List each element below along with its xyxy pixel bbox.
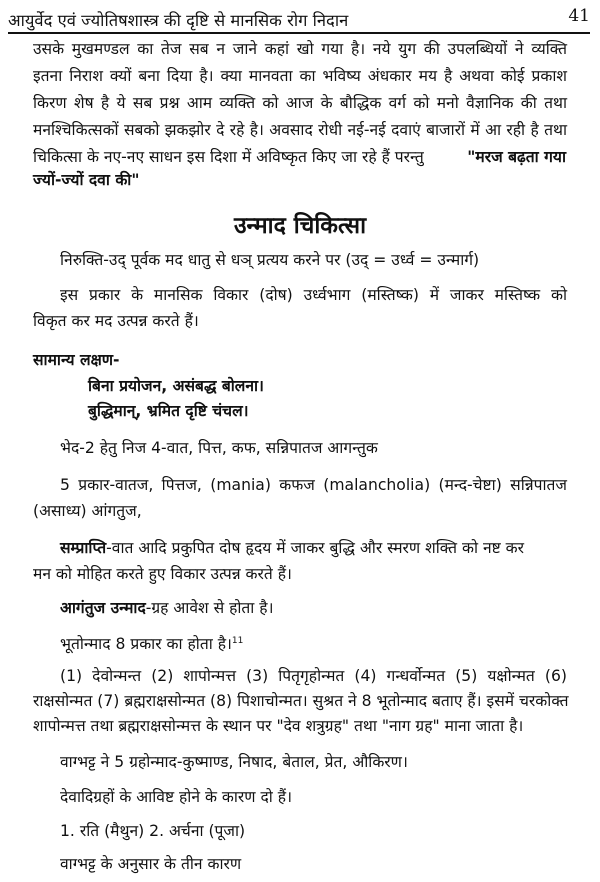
intro-line: उसके मुखमण्डल का तेज सब न जाने कहां खो गया है। नये युग की उपलब्धियों ने व्यक्ति <box>33 40 567 58</box>
vagbhatt-line: वाग्भट्ट ने 5 ग्रहोन्माद-कुष्माण्ड, निषाद, बेताल, प्रेत, औकिरण। <box>60 753 408 771</box>
prakar-line: (असाध्य) आंगतुज, <box>33 502 142 520</box>
intro-quote: "मरज बढ़ता गया <box>467 148 566 166</box>
running-title: आयुर्वेद एवं ज्योतिषशास्त्र की दृष्टि से मानसिक रोग निदान <box>8 11 349 30</box>
prakar-line: 5 प्रकार-वातज, पित्तज, (mania) कफज (malancholia) (मन्द-चेष्टा) सन्निपातज <box>60 476 567 494</box>
bhutonmad-text: भूतोन्माद 8 प्रकार का होता है। <box>60 635 232 654</box>
bhutonmad-list-line: शापोन्मत्त तथा ब्रह्मराक्षसोन्मत्त के स्थान पर "देव शत्रुग्रह" तथा "नाग ग्रह" माना जाता है। <box>33 717 524 735</box>
agantuj-label: आगंतुज उन्माद <box>60 599 146 617</box>
footnote-ref: 11 <box>231 636 244 646</box>
lakshan-label: सामान्य लक्षण- <box>33 351 120 369</box>
agantuj-text: -ग्रह आवेश से होता है। <box>145 599 274 617</box>
intro-line: चिकित्सा के नए-नए साधन इस दिशा में अविष्कृत किए जा रहे हैं परन्तु <box>33 148 424 166</box>
lakshan-item: बुद्धिमान्, भ्रमित दृष्टि चंचल। <box>88 402 249 420</box>
agantuj-line <box>60 597 273 619</box>
samprapti-text: -वात आदि प्रकुपित दोष हृदय में जाकर बुद्धि और स्मरण शक्ति को नष्ट कर <box>106 539 525 557</box>
lakshan-item: बिना प्रयोजन, असंबद्ध बोलना। <box>88 377 264 395</box>
bhutonmad-list-line: (1) देवोन्मन्त (2) शापोन्मत्त (3) पितृगृहोन्मत (4) गन्धर्वोन्मत (5) यक्षोन्मत (6) <box>60 667 567 685</box>
rati-line: 1. रति (मैथुन) 2. अर्चना (पूजा) <box>60 822 246 840</box>
intro-line: मनश्चिकित्सकों सबको झकझोर दे रहे है। अवसाद रोधी नई-नई दवाएं बाजारों में आ रही है तथा <box>33 121 567 139</box>
nirukti-line: निरुक्ति-उद् पूर्वक मद धातु से धञ् प्रत्यय करने पर (उद् = उर्ध्व = उन्मार्ग) <box>60 251 480 269</box>
vikara-line: इस प्रकार के मानसिक विकार (दोष) उर्ध्वभाग (मस्तिष्क) में जाकर मस्तिष्क को <box>60 286 567 304</box>
devadi-line: देवादिग्रहों के आविष्ट होने के कारण दो हैं। <box>60 788 292 806</box>
vagbhatt-karan-line: वाग्भट्ट के अनुसार के तीन कारण <box>60 855 242 873</box>
page-number: 41 <box>568 6 590 26</box>
intro-quote-end: ज्यों-ज्यों दवा की" <box>33 171 140 189</box>
bhutonmad-line <box>60 630 243 655</box>
bhed-line: भेद-2 हेतु निज 4-वात, पित्त, कफ, सन्निपातज आगन्तुक <box>60 439 378 457</box>
section-heading: उन्माद चिकित्सा <box>233 213 367 239</box>
page-header <box>8 4 590 34</box>
bhutonmad-list-line: राक्षसोन्मत (7) ब्रह्मराक्षसोन्मत (8) पिशाचोन्मत। सुश्रत ने 8 भूतोन्माद बताए हैं। इसमें चरकोक्त <box>33 692 569 710</box>
vikara-line: विकृत कर मद उत्पन्न करते हैं। <box>33 312 199 330</box>
samprapti-line <box>60 537 524 559</box>
samprapti-label: सम्प्राप्ति <box>60 539 107 557</box>
samprapti-line: मन को मोहित करते हुए विकार उत्पन्न करते हैं। <box>33 565 292 583</box>
intro-line: किरण शेष है ये सब प्रश्न आम व्यक्ति को आज के बौद्धिक वर्ग को मनो वैज्ञानिक की तथा <box>33 94 567 112</box>
intro-line: इतना निराश क्यों बना दिया है। क्या मानवता का भविष्य अंधकार मय है अथवा कोई प्रकाश <box>33 67 567 85</box>
